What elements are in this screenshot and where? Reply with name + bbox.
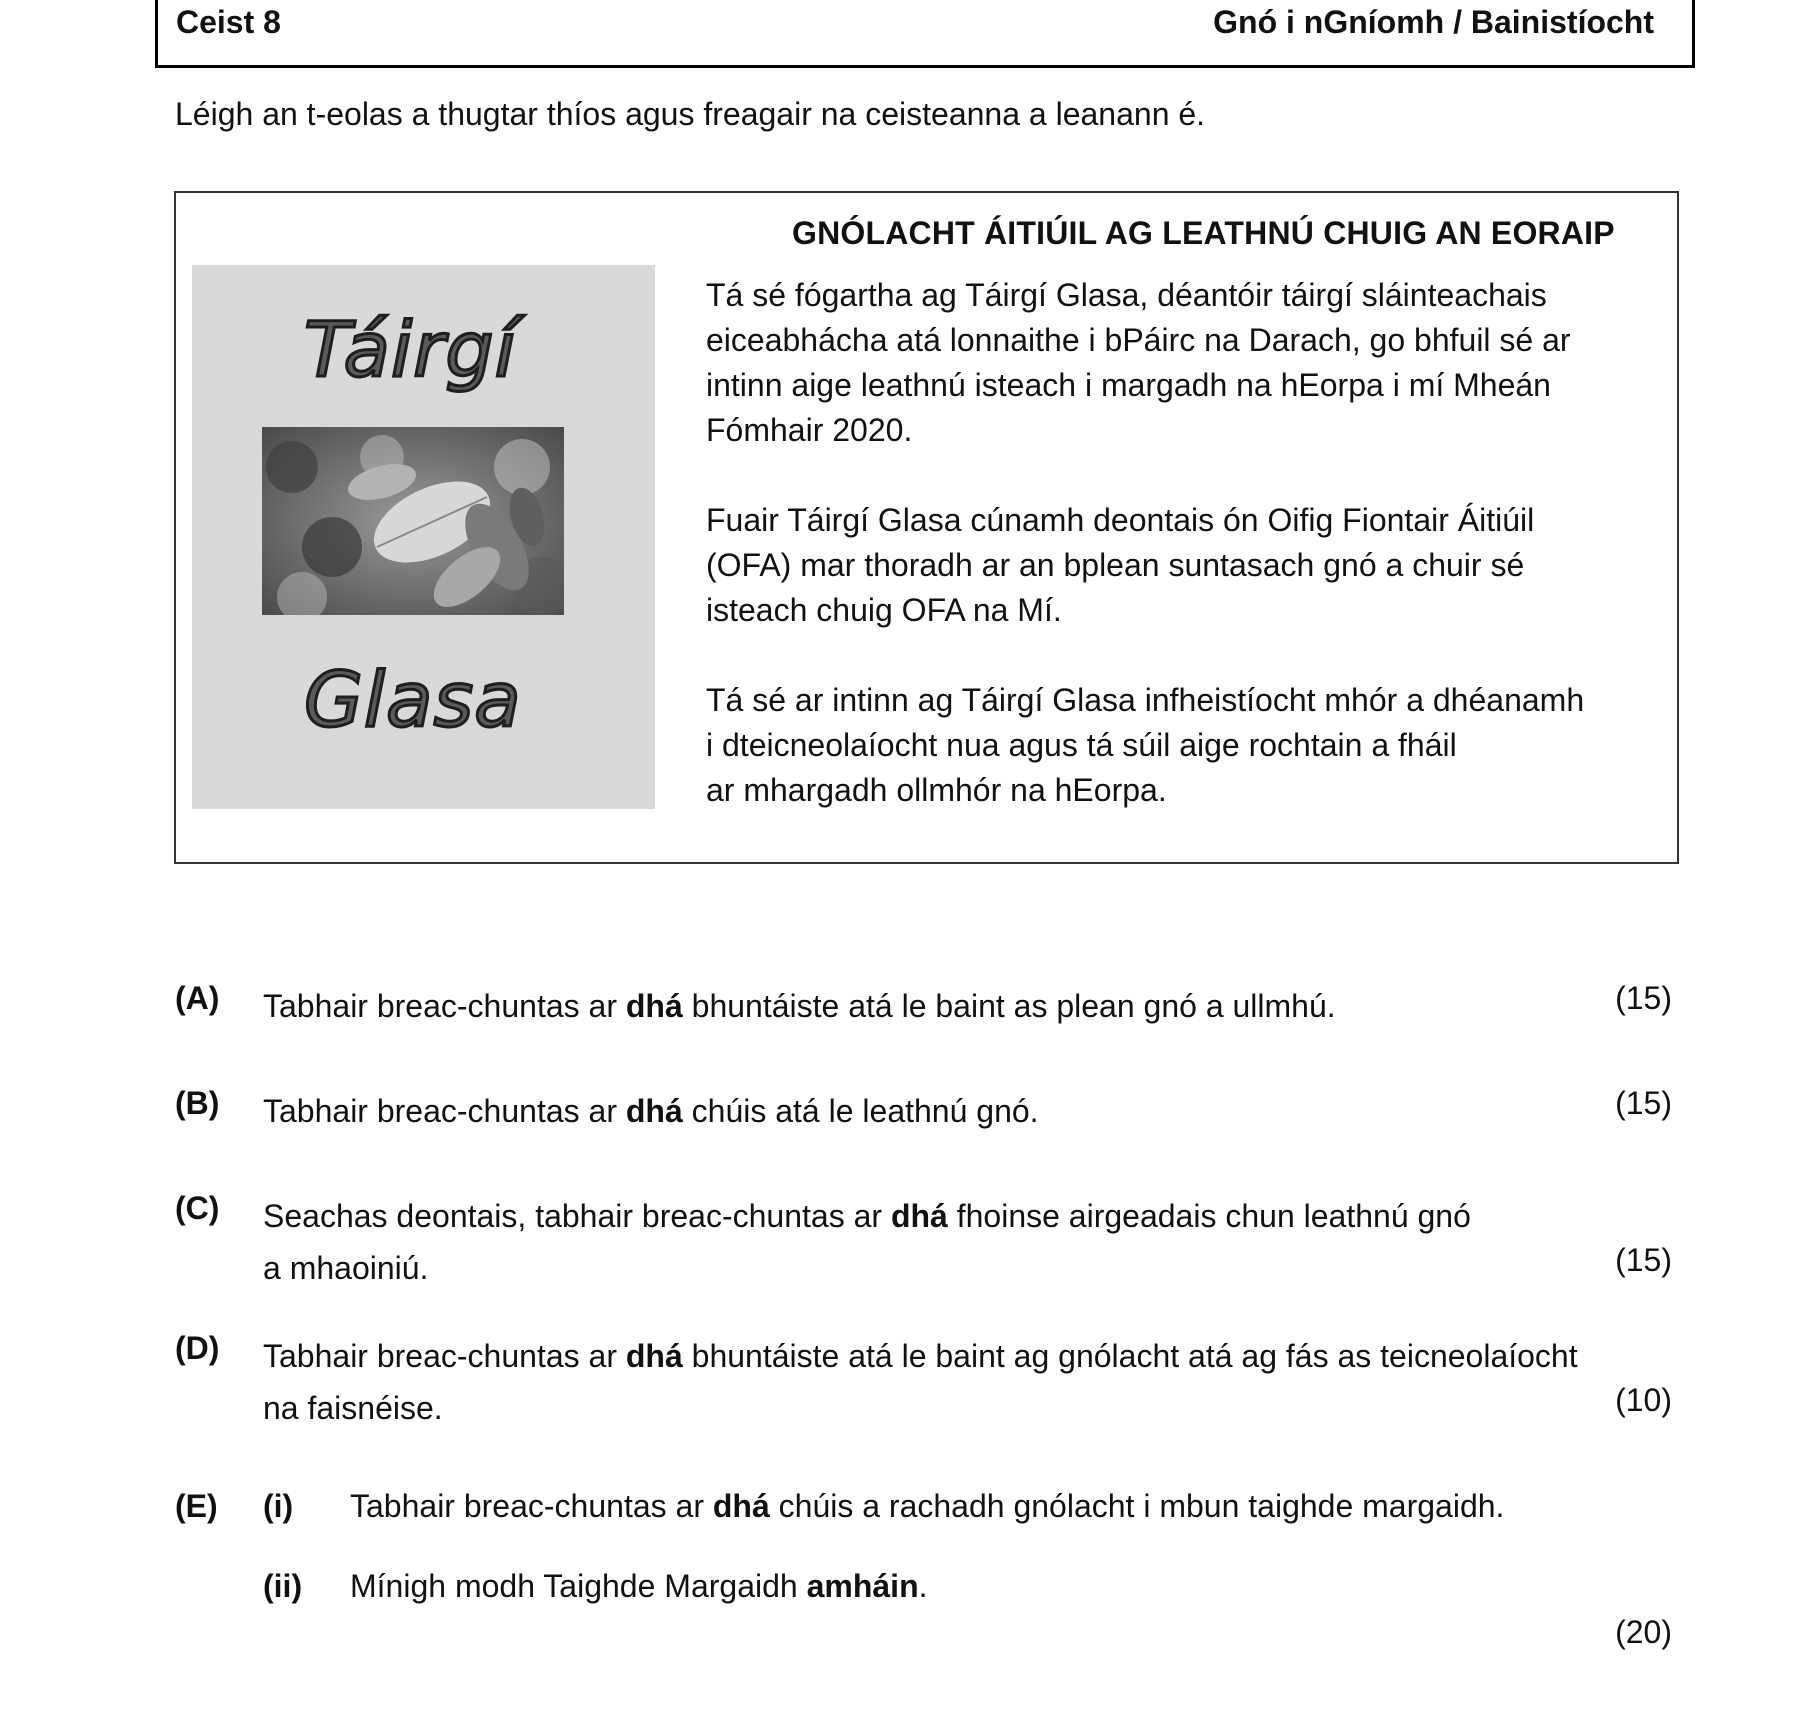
subject-section: Gnó i nGníomh / Bainistíocht [1213, 4, 1654, 40]
marks: (15) [1615, 1242, 1672, 1278]
company-logo [192, 265, 655, 809]
leaf-photo [262, 427, 564, 615]
question-text: Tabhair breac-chuntas ar dhá bhuntáiste atá le baint as plean gnó a ullmhú. [263, 988, 1336, 1024]
marks: (15) [1615, 980, 1672, 1016]
question-text: Seachas deontais, tabhair breac-chuntas ar dhá fhoinse airgeadais chun leathnú gnó [263, 1198, 1471, 1234]
question-text-line2: a mhaoiniú. [263, 1250, 429, 1286]
question-label: (D) [175, 1330, 220, 1366]
article-paragraph [706, 678, 1656, 813]
article-line: Tá sé fógartha ag Táirgí Glasa, déantóir táirgí sláinteachais [706, 277, 1547, 313]
subquestion-text: Tabhair breac-chuntas ar dhá chúis a rachadh gnólacht i mbun taighde margaidh. [350, 1488, 1505, 1524]
article-paragraph [706, 273, 1656, 453]
marks: (10) [1615, 1382, 1672, 1418]
article-title: GNÓLACHT ÁITIÚIL AG LEATHNÚ CHUIG AN EORAIP [792, 215, 1615, 251]
article-line: ar mhargadh ollmhór na hEorpa. [706, 772, 1167, 808]
question-header [155, 0, 1695, 68]
article-line: intinn aige leathnú isteach i margadh na hEorpa i mí Mheán [706, 367, 1551, 403]
article-line: (OFA) mar thoradh ar an bplean suntasach gnó a chuir sé [706, 547, 1525, 583]
subquestion-label: (i) [263, 1488, 294, 1524]
marks: (20) [1615, 1614, 1672, 1650]
logo-word-bottom: Glasa [304, 655, 522, 744]
question-text: Tabhair breac-chuntas ar dhá bhuntáiste atá le baint ag gnólacht atá ag fás as teicneolaíocht [263, 1338, 1578, 1374]
question-label: (B) [175, 1085, 220, 1121]
question-label: (E) [175, 1488, 218, 1524]
article-line: eiceabhácha atá lonnaithe i bPáirc na Darach, go bhfuil sé ar [706, 322, 1571, 358]
subquestion-text: Mínigh modh Taighde Margaidh amháin. [350, 1568, 928, 1604]
case-study-box [174, 191, 1679, 864]
question-label: (C) [175, 1190, 220, 1226]
marks: (15) [1615, 1085, 1672, 1121]
article-line: Fómhair 2020. [706, 412, 913, 448]
article-body [706, 273, 1656, 858]
article-paragraph [706, 498, 1656, 633]
subquestion-label: (ii) [263, 1568, 303, 1604]
article-line: Fuair Táirgí Glasa cúnamh deontais ón Oifig Fiontair Áitiúil [706, 502, 1535, 538]
logo-word-top: Táirgí [304, 305, 517, 394]
question-text-line2: na faisnéise. [263, 1390, 443, 1426]
article-line: isteach chuig OFA na Mí. [706, 592, 1062, 628]
instructions: Léigh an t-eolas a thugtar thíos agus freagair na ceisteanna a leanann é. [175, 96, 1206, 132]
article-line: i dteicneolaíocht nua agus tá súil aige rochtain a fháil [706, 727, 1457, 763]
question-text: Tabhair breac-chuntas ar dhá chúis atá le leathnú gnó. [263, 1093, 1039, 1129]
question-label: (A) [175, 980, 220, 1016]
article-line: Tá sé ar intinn ag Táirgí Glasa infheistíocht mhór a dhéanamh [706, 682, 1585, 718]
question-number: Ceist 8 [176, 4, 281, 40]
